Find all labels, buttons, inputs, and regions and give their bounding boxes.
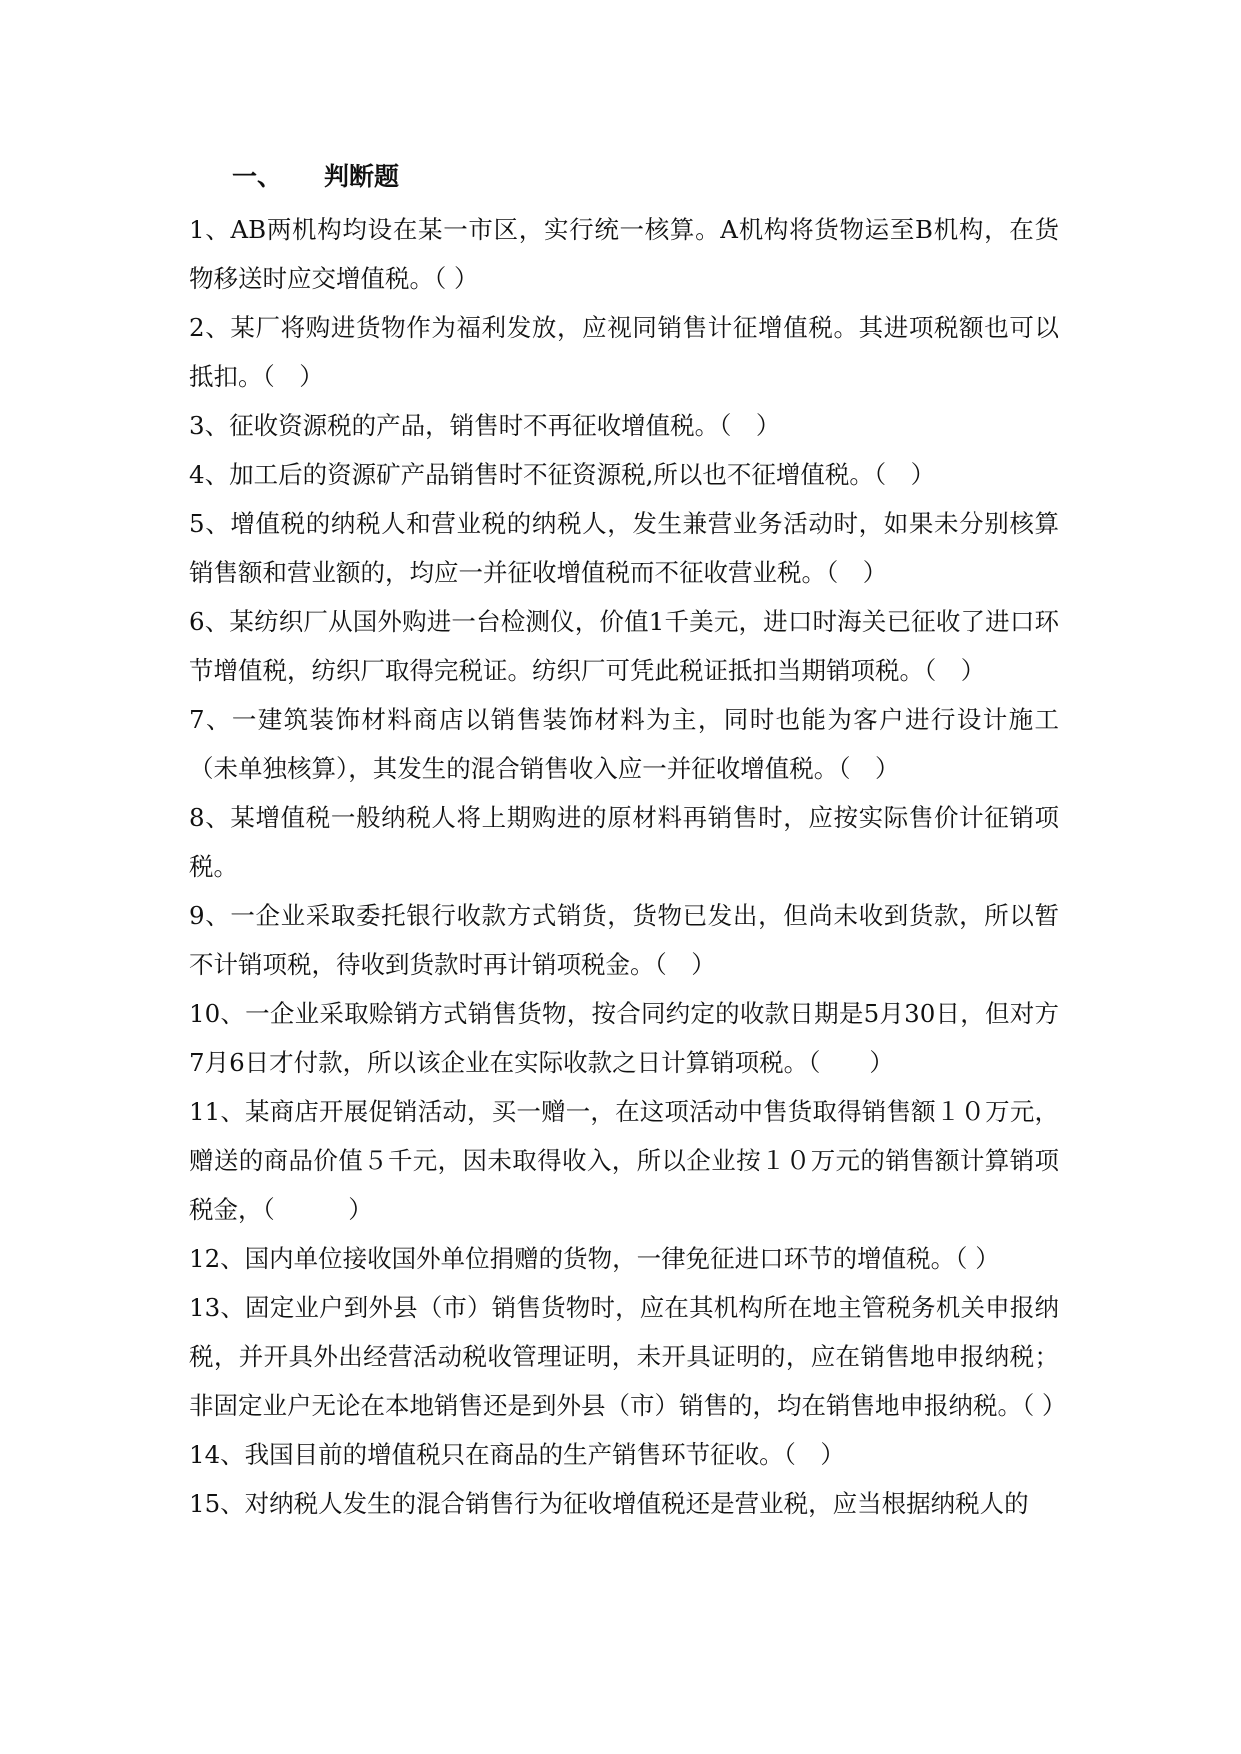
section-number: 一、 [232,162,283,191]
section-title: 判断题 [324,162,400,191]
section-heading [232,160,399,194]
question-item: 12、国内单位接收国外单位捐赠的货物，一律免征进口环节的增值税。（ ） [189,1244,1000,1273]
question-item: 5、增值税的纳税人和营业税的纳税人，发生兼营业务活动时，如果未分别核算销售额和营业额的，均应一并征收增值税而不征收营业税。（ ） [189,509,1059,587]
question-item: 3、征收资源税的产品，销售时不再征收增值税。（ ） [189,411,781,440]
question-item: 9、一企业采取委托银行收款方式销货，货物已发出，但尚未收到货款，所以暂不计销项税，待收到货款时再计销项税金。（ ） [189,901,1059,979]
question-item: 1、AB两机构均设在某一市区，实行统一核算。A机构将货物运至B机构，在货物移送时应交增值税。（ ） [189,215,1059,293]
question-item: 15、对纳税人发生的混合销售行为征收增值税还是营业税，应当根据纳税人的 [189,1489,1029,1518]
question-item: 11、某商店开展促销活动，买一赠一，在这项活动中售货取得销售额１０万元，赠送的商品价值５千元，因未取得收入，所以企业按１０万元的销售额计算销项税金，（ ） [189,1097,1059,1224]
question-item: 2、某厂将购进货物作为福利发放，应视同销售计征增值税。其进项税额也可以抵扣。（ ） [189,313,1059,391]
question-item: 10、一企业采取赊销方式销售货物，按合同约定的收款日期是5月30日，但对方7月6日才付款，所以该企业在实际收款之日计算销项税。（ ） [189,999,1059,1077]
question-item: 13、固定业户到外县（市）销售货物时，应在其机构所在地主管税务机关申报纳税，并开具外出经营活动税收管理证明，未开具证明的，应在销售地申报纳税；非固定业户无论在本地销售还是到外县（市）销售的，均在销售地申报纳税。（ ） [189,1293,1067,1420]
question-item: 14、我国目前的增值税只在商品的生产销售环节征收。（ ） [189,1440,845,1469]
question-item: 8、某增值税一般纳税人将上期购进的原材料再销售时，应按实际售价计征销项税。 [189,803,1059,881]
question-list [189,205,1067,1528]
question-item: 7、一建筑装饰材料商店以销售装饰材料为主，同时也能为客户进行设计施工（未单独核算），其发生的混合销售收入应一并征收增值税。（ ） [189,705,1059,783]
question-item: 6、某纺织厂从国外购进一台检测仪，价值1千美元，进口时海关已征收了进口环节增值税，纺织厂取得完税证。纺织厂可凭此税证抵扣当期销项税。（ ） [189,607,1059,685]
question-item: 4、加工后的资源矿产品销售时不征资源税,所以也不征增值税。（ ） [189,460,936,489]
